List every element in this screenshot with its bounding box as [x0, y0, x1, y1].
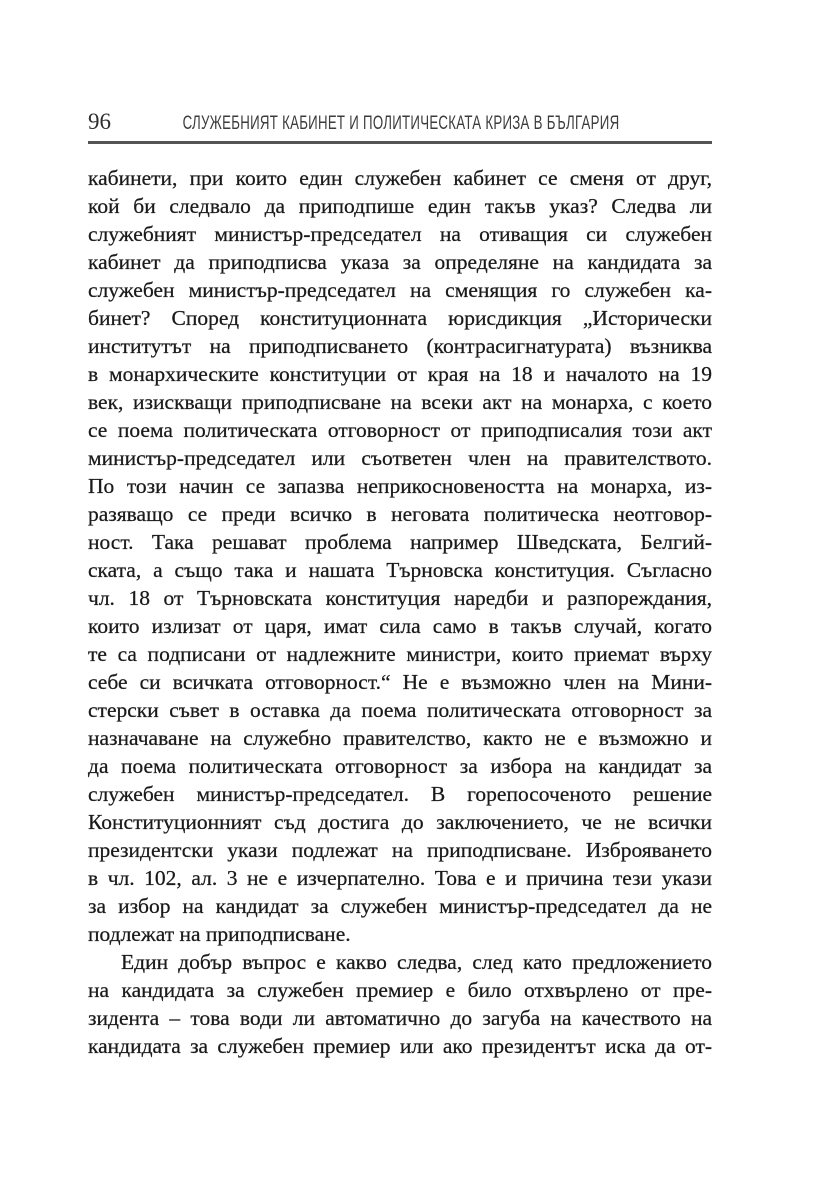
page-number: 96: [88, 109, 111, 134]
body-line: министър-председател или съответен член на правителството.: [88, 446, 712, 470]
body-text: [88, 164, 712, 1060]
body-line: кабинет да приподписва указа за определяне на кандидата за: [88, 250, 712, 274]
body-line: ската, а също така и нашата Търновска конституция. Съгласно: [88, 558, 712, 582]
body-line: подлежат на приподписване.: [88, 922, 351, 946]
body-line: кой би следвало да приподпише един такъв указ? Следва ли: [88, 194, 712, 218]
body-line: чл. 18 от Търновската конституция наредби и разпореждания,: [88, 586, 712, 610]
body-line: бинет? Според конституционната юрисдикция „Исторически: [88, 306, 712, 330]
body-line: По този начин се запазва неприкосновеността на монарха, из-: [88, 474, 712, 498]
body-line: за избор на кандидат за служебен министър-председател да не: [88, 894, 712, 918]
running-head: [88, 111, 712, 137]
body-line: служебният министър-председател на отиващия си служебен: [88, 222, 712, 246]
body-line: в монархическите конституции от края на 18 и началото на 19: [88, 362, 712, 386]
body-line: които излизат от царя, имат сила само в такъв случай, когато: [88, 614, 712, 638]
body-line: зидента – това води ли автоматично до загуба на качеството на: [88, 1006, 712, 1030]
body-line: разяващо се преди всичко в неговата политическа неотговор-: [88, 502, 712, 526]
body-line: назначаване на служебно правителство, както не е възможно и: [88, 726, 712, 750]
body-line: служебен министър-председател. В горепосоченото решение: [88, 782, 712, 806]
body-line: да поема политическата отговорност за избора на кандидат за: [88, 754, 712, 778]
body-line: служебен министър-председател на сменящия го служебен ка-: [88, 278, 712, 302]
body-line: институтът на приподписването (контрасигнатурата) възниква: [88, 334, 712, 358]
body-line: се поема политическата отговорност от приподписалия този акт: [88, 418, 712, 442]
body-line: президентски укази подлежат на приподписване. Изброяването: [88, 838, 712, 862]
page-header: [88, 110, 712, 136]
body-line: себе си всичката отговорност.“ Не е възможно член на Мини-: [88, 670, 712, 694]
body-line: те са подписани от надлежните министри, които приемат върху: [88, 642, 712, 666]
body-line: в чл. 102, ал. 3 не е изчерпателно. Това е и причина тези укази: [88, 866, 712, 890]
body-line: кандидата за служебен премиер или ако президентът иска да от-: [88, 1034, 712, 1058]
body-line: на кандидата за служебен премиер е било отхвърлено от пре-: [88, 978, 712, 1002]
body-line: ност. Така решават проблема например Шведската, Белгий-: [88, 530, 712, 554]
body-line: кабинети, при които един служебен кабинет се сменя от друг,: [88, 166, 712, 190]
body-line: Конституционният съд достига до заключението, че не всички: [88, 810, 712, 834]
header-rule: [88, 141, 712, 144]
body-line: Един добър въпрос е какво следва, след като предложението: [121, 950, 712, 974]
body-line: стерски съвет в оставка да поема политическата отговорност за: [88, 698, 712, 722]
body-line: век, изискващи приподписване на всеки акт на монарха, с което: [88, 390, 712, 414]
running-head-text: СЛУЖЕБНИЯТ КАБИНЕТ И ПОЛИТИЧЕСКАТА КРИЗА В БЪЛГАРИЯ: [182, 112, 620, 134]
